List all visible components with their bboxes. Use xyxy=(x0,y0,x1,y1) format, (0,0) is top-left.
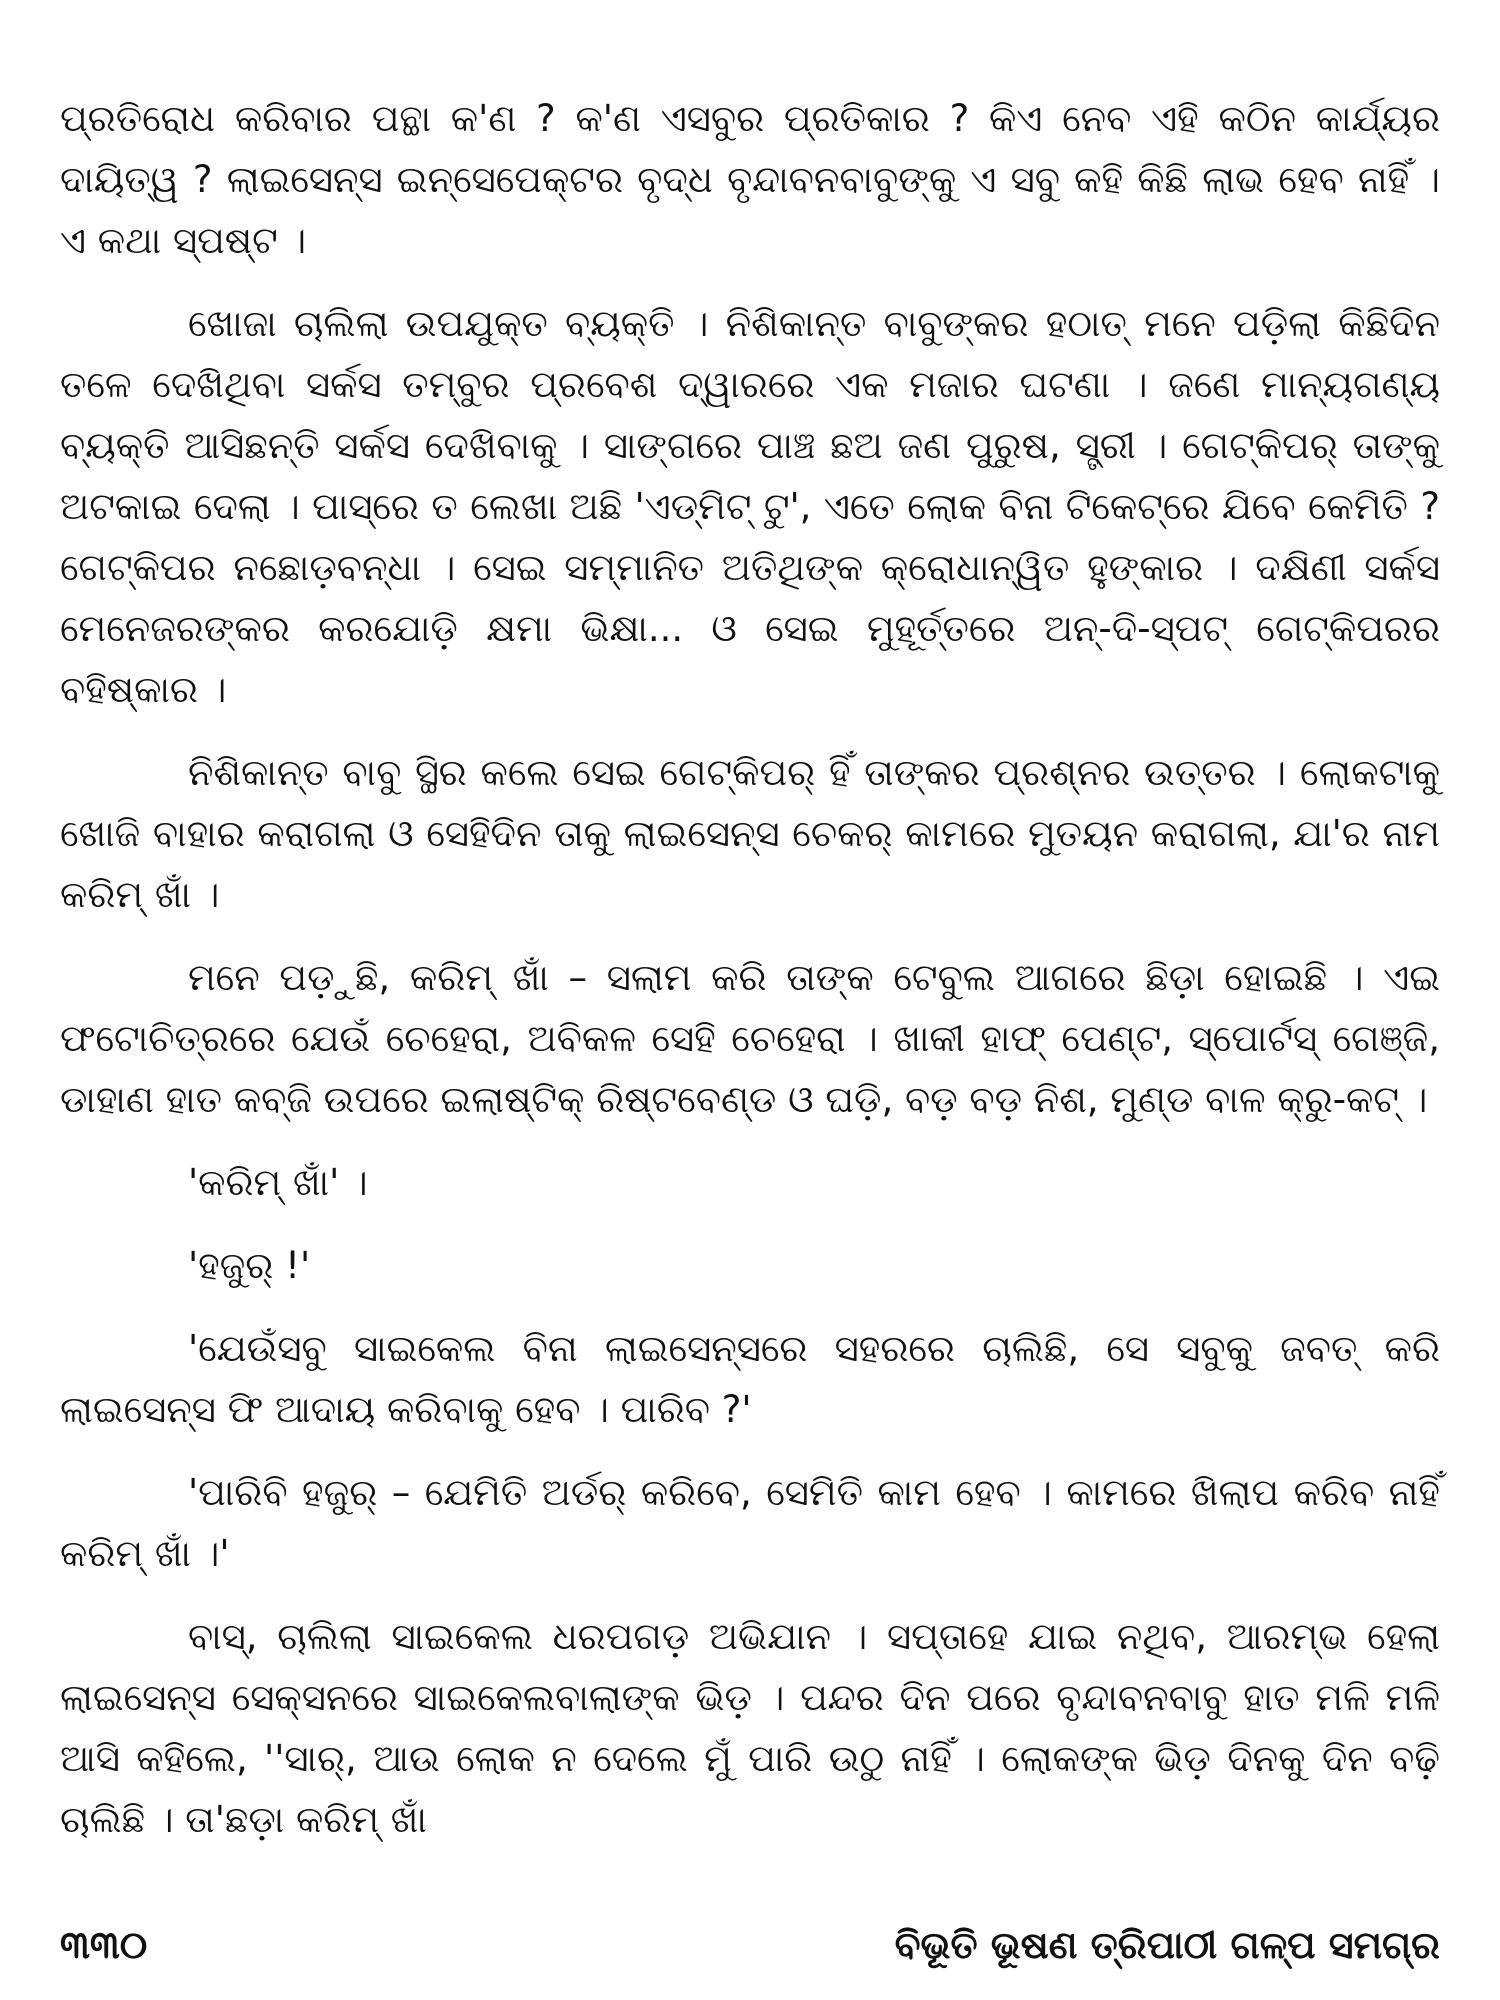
paragraph-2: ଖୋଜା ଚାଲିଲା ଉପଯୁକ୍ତ ବ୍ୟକ୍ତି । ନିଶିକାନ୍ତ ବାବୁଙ୍କର ହଠାତ୍ ମନେ ପଡ଼ିଲା କିଛିଦିନ ତଳେ ଦେଖିଥିବା ସର୍କସ ତମ୍ବୁର ପ୍ରବେଶ ଦ୍ୱାରରେ ଏକ ମଜାର ଘଟଣା । ଜଣେ ମାନ୍ୟଗଣ୍ୟ ବ୍ୟକ୍ତି ଆସିଛନ୍ତି ସର୍କସ ଦେଖିବାକୁ । ସାଙ୍ଗରେ ପାଞ୍ଚ ଛଅ ଜଣ ପୁରୁଷ, ସ୍ତ୍ରୀ । ଗେଟ୍‌କିପର୍ ତାଙ୍କୁ ଅଟକାଇ ଦେଲା । ପାସ୍‌ରେ ତ ଲେଖା ଅଛି 'ଏଡ୍‌ମିଟ୍ ଟୁ', ଏତେ ଲୋକ ବିନା ଟିକେଟ୍‌ରେ ଯିବେ କେମିତି ? ଗେଟ୍‌କିପର ନଛୋଡ଼ବନ୍ଧା । ସେଇ ସମ୍ମାନିତ ଅତିଥିଙ୍କ କ୍ରୋଧାନ୍ୱିତ ହୁଙ୍କାର । ଦକ୍ଷିଣୀ ସର୍କସ ମେନେଜରଙ୍କର କରଯୋଡ଼ି କ୍ଷମା ଭିକ୍ଷା... ଓ ସେଇ ମୁହୂର୍ତ୍ତରେ ଅନ୍-ଦି-ସ୍ପଟ୍ ଗେଟ୍‌କିପରର ବହିଷ୍କାର । xyxy=(60,302,1440,711)
dialogue-line-4: 'ପାରିବି ହଜୁର୍ – ଯେମିତି ଅର୍ଡର୍ କରିବେ, ସେମିତି କାମ ହେବ । କାମରେ ଖିଲାପ କରିବ ନାହିଁ କରିମ୍ ଖାଁ ।' xyxy=(60,1471,1440,1575)
paragraph-4: ମନେ ପଡ଼ୁଛି, କରିମ୍ ଖାଁ – ସଲାମ କରି ତାଙ୍କ ଟେବୁଲ ଆଗରେ ଛିଡ଼ା ହୋଇଛି । ଏଇ ଫଟୋଚିତ୍ରରେ ଯେଉଁ ଚେହେରା, ଅବିକଳ ସେହି ଚେହେରା । ଖାକୀ ହାଫ୍ ପେଣ୍ଟ, ସ୍ପୋର୍ଟସ୍ ଗେଞ୍ଜି, ଡାହାଣ ହାତ କବ୍‌ଜି ଉପରେ ଇଲାଷ୍ଟିକ୍ ରିଷ୍ଟବେଣ୍ଡ ଓ ଘଡ଼ି, ବଡ଼ ବଡ଼ ନିଶ, ମୁଣ୍ଡ ବାଳ କ୍ରୁ-କଟ୍ । xyxy=(60,956,1440,1121)
page-footer xyxy=(60,1920,1440,1970)
paragraph-1: ପ୍ରତିରୋଧ କରିବାର ପନ୍ଥା କ'ଣ ? କ'ଣ ଏସବୁର ପ୍ରତିକାର ? କିଏ ନେବ ଏହି କଠିନ କାର୍ଯ୍ୟର ଦାୟିତ୍ୱ ? ଲାଇସେନ୍‌ସ ଇନ୍‌ସେପେକ୍ଟର ବୃଦ୍ଧ ବୃନ୍ଦାବନବାବୁଙ୍କୁ ଏ ସବୁ କହି କିଛି ଲାଭ ହେବ ନାହିଁ । ଏ କଥା ସ୍ପଷ୍ଟ । xyxy=(60,97,1440,262)
book-title: ବିଭୂତି ଭୂଷଣ ତ୍ରିପାଠୀ ଗଳ୍ପ ସମଗ୍ର xyxy=(894,1922,1440,1967)
dialogue-line-2: 'ହଜୁର୍ !' xyxy=(188,1244,311,1287)
body-text xyxy=(60,88,1440,1850)
dialogue-line-1: 'କରିମ୍ ଖାଁ' । xyxy=(188,1161,368,1204)
dialogue-line-3: 'ଯେଉଁସବୁ ସାଇକେଲ ବିନା ଲାଇସେନ୍‌ସରେ ସହରରେ ଚାଲିଛି, ସେ ସବୁକୁ ଜବତ୍ କରି ଲାଇସେନ୍‌ସ ଫି ଆଦାୟ କରିବାକୁ ହେବ । ପାରିବ ?' xyxy=(60,1327,1440,1431)
paragraph-9: ବାସ୍, ଚାଲିଲା ସାଇକେଲ ଧରପଗଡ଼ ଅଭିଯାନ । ସପ୍ତାହେ ଯାଇ ନଥିବ, ଆରମ୍ଭ ହେଲା ଲାଇସେନ୍‌ସ ସେକ୍‌ସନରେ ସାଇକେଲବାଲାଙ୍କ ଭିଡ଼ । ପନ୍ଦର ଦିନ ପରେ ବୃନ୍ଦାବନବାବୁ ହାତ ମଳି ମଳି ଆସି କହିଲେ, ''ସାର୍, ଆଉ ଲୋକ ନ ଦେଲେ ମୁଁ ପାରି ଉଠୁ ନାହିଁ । ଲୋକଙ୍କ ଭିଡ଼ ଦିନକୁ ଦିନ ବଢ଼ି ଚାଲିଛି । ତା'ଛଡ଼ା କରିମ୍ ଖାଁ xyxy=(60,1615,1440,1841)
paragraph-3: ନିଶିକାନ୍ତ ବାବୁ ସ୍ଥିର କଲେ ସେଇ ଗେଟ୍‌କିପର୍ ହିଁ ତାଙ୍କର ପ୍ରଶ୍ନର ଉତ୍ତର । ଲୋକଟାକୁ ଖୋଜି ବାହାର କରାଗଲା ଓ ସେହିଦିନ ତାକୁ ଲାଇସେନ୍‌ସ ଚେକର୍ କାମରେ ମୁତୟନ କରାଗଲା, ଯା'ର ନାମ କରିମ୍ ଖାଁ । xyxy=(60,751,1440,916)
page-number: ୩୩୦ xyxy=(60,1922,148,1967)
